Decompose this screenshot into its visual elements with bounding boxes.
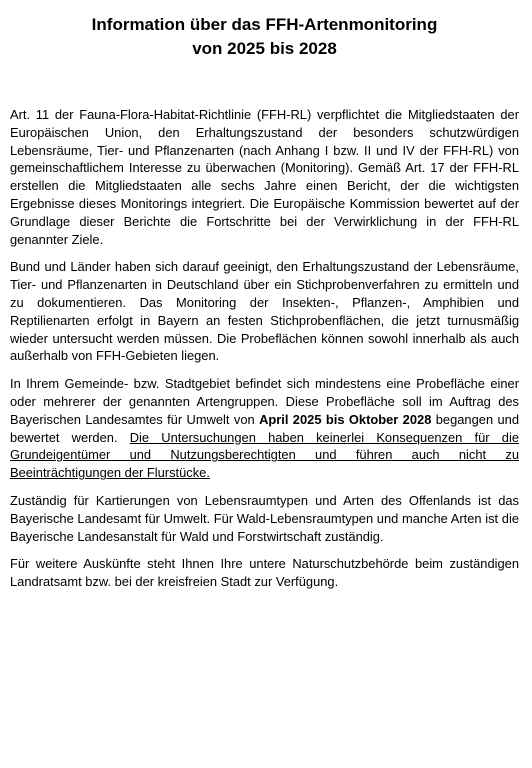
title-line-1: Information über das FFH-Artenmonitoring [91, 15, 438, 34]
no-consequences-notice: Die Untersuchungen haben keinerlei Konsequenzen für die Grundeigentümer und Nutzungsberechtigten und führen auch nicht zu Beeinträchtigungen der Flurstücke. [10, 429, 519, 481]
paragraph-text: begangen und bewertet werden. [10, 411, 520, 445]
title-line-2: von 2025 bis 2028 [192, 39, 337, 58]
paragraph-text: In Ihrem Gemeinde- bzw. Stadtgebiet befindet sich mindestens eine Probefläche einer oder mehrerer der genannten Artengruppen. Diese Probefläche soll im Auftrag des Bayerischen Landesamtes für Umwelt von [10, 376, 519, 427]
survey-period: April 2025 bis Oktober 2028 [259, 411, 432, 427]
document-body [10, 106, 519, 591]
paragraph-contact-info: Für weitere Auskünfte steht Ihnen Ihre untere Naturschutzbehörde beim zuständigen Landratsamt bzw. bei der kreisfreien Stadt zur Verfügung. [10, 556, 519, 590]
document-title [10, 13, 519, 61]
paragraph-ffh-directive: Art. 11 der Fauna-Flora-Habitat-Richtlinie (FFH-RL) verpflichtet die Mitgliedstaaten der Europäischen Union, den Erhaltungszustand der besonders schutzwürdigen Lebensräume, Tier- und Pflanzenarten (nach Anhang I bzw. II und IV der FFH-RL) von gemeinschaftlichem Interesse zu überwachen (Monitoring). Gemäß Art. 17 der FFH-RL erstellen die Mitgliedstaaten alle sechs Jahre einen Bericht, der die wichtigsten Ergebnisse dieses Monitorings integriert. Die Europäische Kommission bewertet auf der Grundlage dieser Berichte die Fortschritte bei der Verwirklichung in der FFH-RL genannter Ziele. [10, 107, 519, 247]
paragraph-sampling-procedure: Bund und Länder haben sich darauf geeinigt, den Erhaltungszustand der Lebensräume, Tier- und Pflanzenarten in Deutschland über ein Stichprobenverfahren zu ermitteln und zu dokumentieren. Das Monitoring der Insekten-, Pflanzen-, Amphibien und Reptilienarten erfolgt in Bayern an festen Stichprobenflächen, die jetzt turnusmäßig wieder untersucht werden müssen. Die Probeflächen können sowohl innerhalb als auch außerhalb von FFH-Gebieten liegen. [10, 259, 519, 364]
paragraph-local-sample-area [10, 375, 519, 482]
paragraph-responsibilities: Zuständig für Kartierungen von Lebensraumtypen und Arten des Offenlands ist das Bayerische Landesamt für Umwelt. Für Wald-Lebensraumtypen und manche Arten ist die Bayerische Landesanstalt für Wald und Forstwirtschaft zuständig. [10, 492, 519, 544]
